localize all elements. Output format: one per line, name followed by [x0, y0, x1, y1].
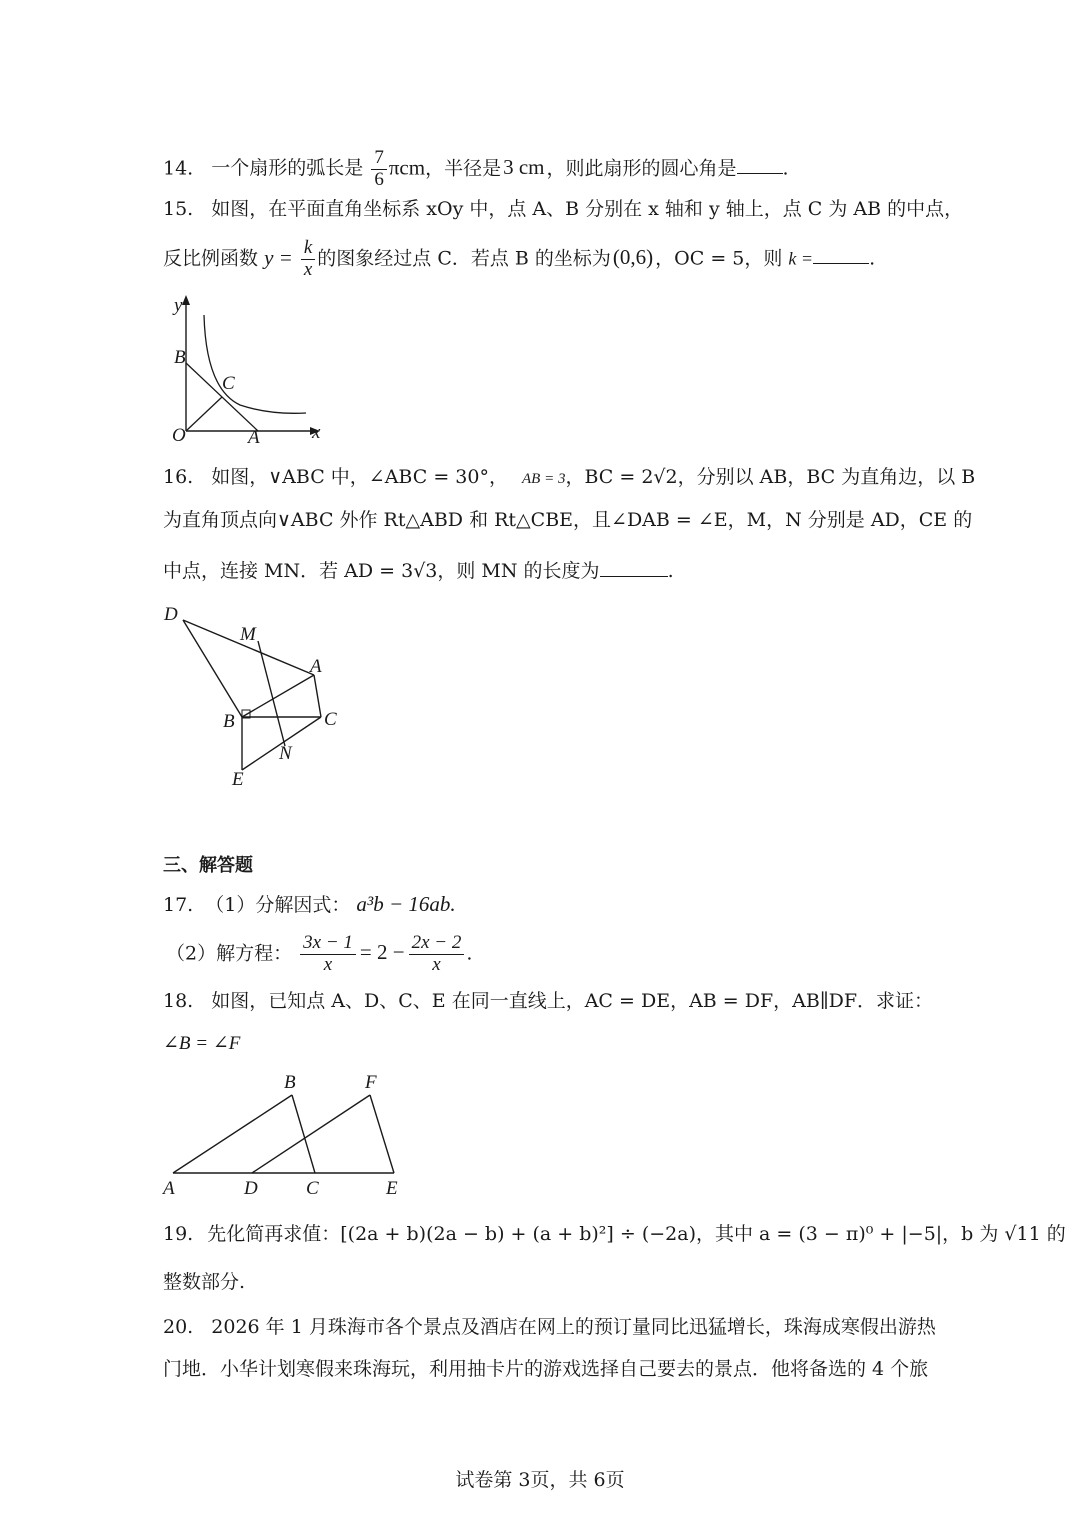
question-number: 17.	[163, 894, 194, 916]
hyperbola-curve	[204, 315, 306, 413]
label-n: N	[279, 743, 292, 764]
arc-length-fraction: $\frac{7}{6}$	[371, 148, 387, 191]
question-number: 16.	[163, 466, 194, 488]
label-x: x	[312, 422, 321, 443]
question-text: 一个扇形的弧长是	[211, 157, 364, 180]
question-20-line2: 门地．小华计划寒假来珠海玩，利用抽卡片的游戏选择自己要去的景点．他将备选的 4 个旅	[163, 1358, 929, 1380]
answer-blank	[600, 560, 668, 577]
question-19-line2: 整数部分.	[163, 1271, 246, 1293]
label-o: O	[172, 425, 186, 446]
question-17-part1: 17. （1）分解因式： a³b − 16ab.	[163, 892, 456, 916]
segment-ba	[242, 675, 314, 717]
question-17-part2: （2）解方程： $\frac{3x - 1}{x}$ = 2 − $\frac{2x - 2}{x}$ .	[166, 932, 473, 975]
label-c: C	[222, 373, 235, 394]
question-number: 20.	[163, 1316, 194, 1338]
question-number: 18.	[163, 990, 194, 1012]
rhs-fraction: $\frac{2x - 2}{x}$	[409, 933, 465, 976]
label-c: C	[324, 709, 337, 730]
label-c: C	[306, 1178, 319, 1199]
label-m: M	[240, 624, 256, 645]
label-a: A	[163, 1178, 175, 1199]
question-15-line1	[163, 200, 963, 219]
lhs-fraction: $\frac{3x - 1}{x}$	[300, 933, 356, 976]
label-y: y	[174, 295, 183, 316]
label-d: D	[244, 1178, 258, 1199]
question-number: 15.	[163, 198, 194, 220]
question-16-line3: 中点，连接 MN．若 AD = 3√3，则 MN 的长度为 .	[163, 560, 674, 582]
answer-blank	[737, 157, 783, 174]
label-f: F	[365, 1072, 377, 1093]
question-16-line2: 为直角顶点向∨ABC 外作 Rt△ABD 和 Rt△CBE，且∠DAB = ∠E，M，N 分别是 AD，CE 的	[163, 509, 973, 531]
label-b: B	[174, 347, 186, 368]
page-footer: 试卷第 3页，共 6页	[455, 1469, 625, 1491]
label-d: D	[164, 604, 178, 625]
label-a: A	[310, 656, 322, 677]
segment-oc	[186, 397, 222, 431]
label-e: E	[386, 1178, 398, 1199]
label-b: B	[223, 711, 235, 732]
question-16-line1: 16. 如图，∨ABC 中，∠ABC = 30°， AB = 3，BC = 2√2，分别以 AB，BC 为直角边，以 B	[163, 466, 976, 488]
question-15-line2: 反比例函数 y = $\frac{k}{x}$ 的图象经过点 C．若点 B 的坐标为(0,6) ，OC = 5，则 k = .	[163, 237, 876, 280]
inverse-function-fraction: $\frac{k}{x}$	[301, 238, 315, 281]
q18-triangles-figure	[160, 1068, 420, 1200]
label-b: B	[284, 1072, 296, 1093]
question-14: 14. 一个扇形的弧长是 $\frac{7}{6}$ πcm，半径是3 cm ，则此扇形的圆心角是 .	[163, 147, 789, 190]
question-19-line1: 19. 先化简再求值：[(2a + b)(2a − b) + (a + b)²] ÷ (−2a)，其中 a = (3 − π)⁰ + |−5|，b 为 √11 的	[163, 1223, 1066, 1245]
segment-ab	[173, 1095, 292, 1173]
segment-fe	[370, 1095, 394, 1173]
section-heading: 三、解答题	[163, 855, 253, 876]
segment-ac	[314, 675, 321, 717]
q15-coordinate-figure	[160, 293, 340, 448]
segment-db	[183, 620, 242, 717]
label-a: A	[248, 427, 260, 448]
question-18-line2: ∠B = ∠F	[163, 1033, 241, 1054]
question-number: 14.	[163, 157, 194, 180]
question-20-line1: 20. 2026 年 1 月珠海市各个景点及酒店在网上的预订量同比迅猛增长，珠海成寒假出游热	[163, 1316, 936, 1338]
question-18-line1: 18. 如图，已知点 A、D、C、E 在同一直线上，AC = DE，AB = DF，AB∥DF．求证：	[163, 990, 934, 1012]
answer-blank	[813, 247, 869, 264]
y-axis-arrow	[182, 295, 190, 305]
question-text: 如图，在平面直角坐标系 xOy 中，点 A、B 分别在 x 轴和 y 轴上，点 C 为 AB 的中点，	[211, 198, 964, 220]
question-number: 19.	[163, 1223, 194, 1245]
q16-triangle-figure	[160, 600, 360, 795]
label-e: E	[232, 769, 244, 790]
